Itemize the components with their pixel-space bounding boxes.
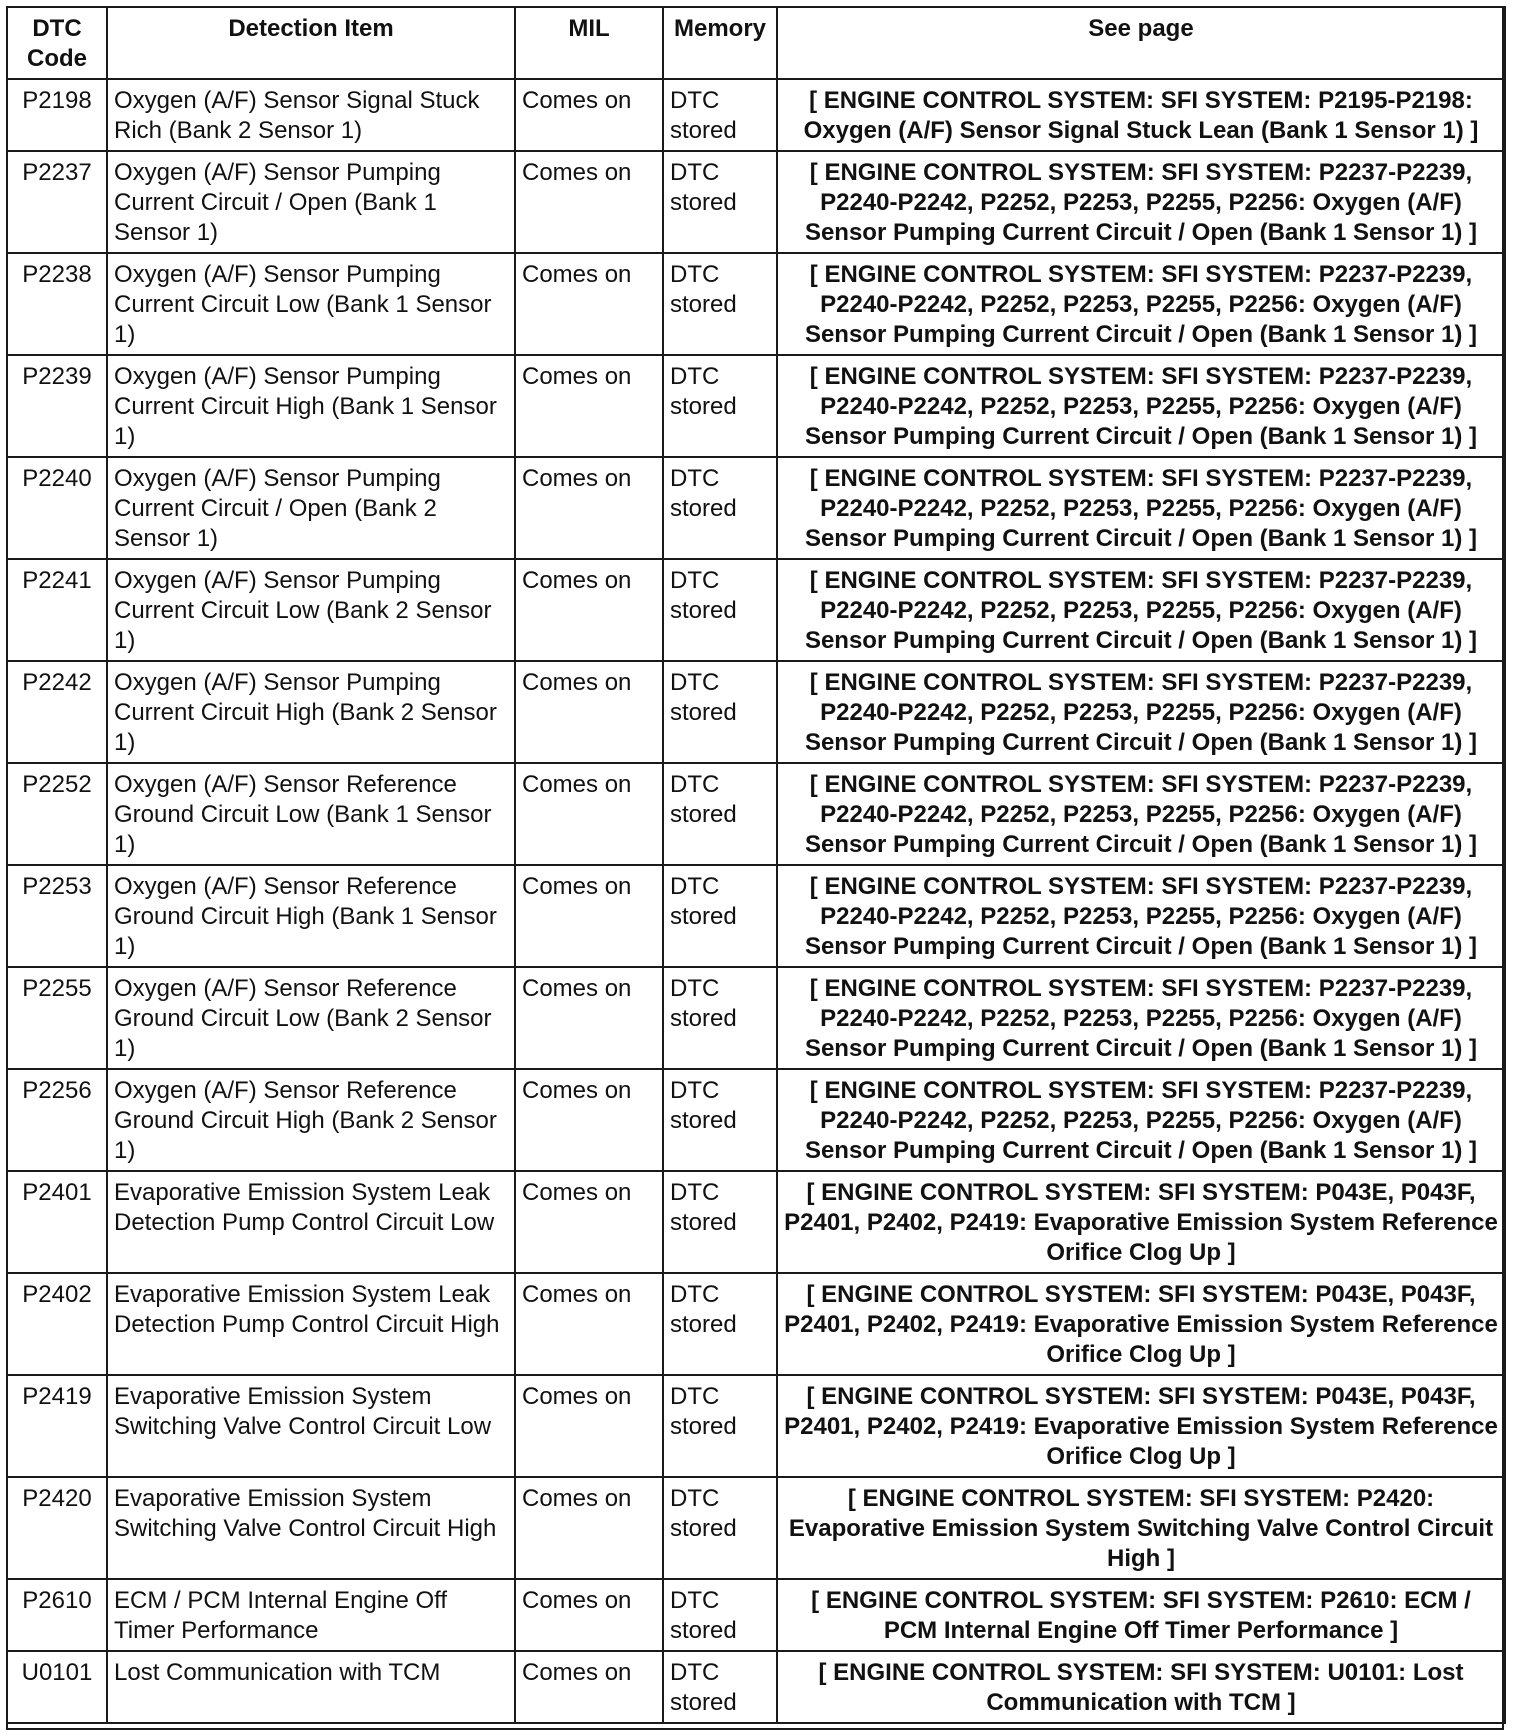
dtc-code-cell: P2238: [7, 253, 107, 355]
dtc-table: [6, 6, 1506, 1724]
table-row: [7, 763, 1505, 865]
detection-item-cell: Oxygen (A/F) Sensor Reference Ground Circuit Low (Bank 2 Sensor 1): [107, 967, 515, 1069]
mil-cell: Comes on: [515, 355, 663, 457]
memory-cell: DTC stored: [663, 1477, 777, 1579]
table-row: [7, 661, 1505, 763]
header-detection-item: Detection Item: [107, 7, 515, 79]
dtc-code-cell: P2255: [7, 967, 107, 1069]
table-row: [7, 1375, 1505, 1477]
see-page-link[interactable]: [ ENGINE CONTROL SYSTEM: SFI SYSTEM: P2237-P2239, P2240-P2242, P2252, P2253, P2255, P2256: Oxygen (A/F) Sensor Pumping Current Circuit / Open (Bank 1 Sensor 1) ]: [777, 967, 1505, 1069]
detection-item-cell: Oxygen (A/F) Sensor Pumping Current Circuit / Open (Bank 2 Sensor 1): [107, 457, 515, 559]
detection-item-cell: Oxygen (A/F) Sensor Reference Ground Circuit High (Bank 2 Sensor 1): [107, 1069, 515, 1171]
table-row: [7, 1273, 1505, 1375]
dtc-code-cell: P2239: [7, 355, 107, 457]
table-row: [7, 457, 1505, 559]
mil-cell: Comes on: [515, 1579, 663, 1651]
dtc-code-cell: P2253: [7, 865, 107, 967]
mil-cell: Comes on: [515, 1171, 663, 1273]
see-page-link[interactable]: [ ENGINE CONTROL SYSTEM: SFI SYSTEM: P2237-P2239, P2240-P2242, P2252, P2253, P2255, P2256: Oxygen (A/F) Sensor Pumping Current Circuit / Open (Bank 1 Sensor 1) ]: [777, 763, 1505, 865]
dtc-code-cell: P2402: [7, 1273, 107, 1375]
table-row: [7, 1171, 1505, 1273]
mil-cell: Comes on: [515, 151, 663, 253]
mil-cell: Comes on: [515, 457, 663, 559]
see-page-link[interactable]: [ ENGINE CONTROL SYSTEM: SFI SYSTEM: P2237-P2239, P2240-P2242, P2252, P2253, P2255, P2256: Oxygen (A/F) Sensor Pumping Current Circuit / Open (Bank 1 Sensor 1) ]: [777, 253, 1505, 355]
mil-cell: Comes on: [515, 1477, 663, 1579]
table-body: [7, 79, 1505, 1723]
detection-item-cell: Oxygen (A/F) Sensor Signal Stuck Rich (Bank 2 Sensor 1): [107, 79, 515, 151]
dtc-code-cell: P2252: [7, 763, 107, 865]
mil-cell: Comes on: [515, 865, 663, 967]
detection-item-cell: Oxygen (A/F) Sensor Pumping Current Circuit Low (Bank 1 Sensor 1): [107, 253, 515, 355]
header-memory: Memory: [663, 7, 777, 79]
memory-cell: DTC stored: [663, 1651, 777, 1723]
table-header: [7, 7, 1505, 79]
table-row: [7, 865, 1505, 967]
see-page-link[interactable]: [ ENGINE CONTROL SYSTEM: SFI SYSTEM: P043E, P043F, P2401, P2402, P2419: Evaporative Emission System Reference Orifice Clog Up ]: [777, 1375, 1505, 1477]
see-page-link[interactable]: [ ENGINE CONTROL SYSTEM: SFI SYSTEM: P2237-P2239, P2240-P2242, P2252, P2253, P2255, P2256: Oxygen (A/F) Sensor Pumping Current Circuit / Open (Bank 1 Sensor 1) ]: [777, 355, 1505, 457]
see-page-link[interactable]: [ ENGINE CONTROL SYSTEM: SFI SYSTEM: P2237-P2239, P2240-P2242, P2252, P2253, P2255, P2256: Oxygen (A/F) Sensor Pumping Current Circuit / Open (Bank 1 Sensor 1) ]: [777, 865, 1505, 967]
detection-item-cell: Evaporative Emission System Leak Detection Pump Control Circuit High: [107, 1273, 515, 1375]
detection-item-cell: Evaporative Emission System Switching Valve Control Circuit Low: [107, 1375, 515, 1477]
memory-cell: DTC stored: [663, 967, 777, 1069]
mil-cell: Comes on: [515, 1375, 663, 1477]
memory-cell: DTC stored: [663, 253, 777, 355]
detection-item-cell: Oxygen (A/F) Sensor Reference Ground Circuit Low (Bank 1 Sensor 1): [107, 763, 515, 865]
dtc-code-cell: P2419: [7, 1375, 107, 1477]
see-page-link[interactable]: [ ENGINE CONTROL SYSTEM: SFI SYSTEM: P2237-P2239, P2240-P2242, P2252, P2253, P2255, P2256: Oxygen (A/F) Sensor Pumping Current Circuit / Open (Bank 1 Sensor 1) ]: [777, 151, 1505, 253]
mil-cell: Comes on: [515, 763, 663, 865]
see-page-link[interactable]: [ ENGINE CONTROL SYSTEM: SFI SYSTEM: P043E, P043F, P2401, P2402, P2419: Evaporative Emission System Reference Orifice Clog Up ]: [777, 1273, 1505, 1375]
header-mil: MIL: [515, 7, 663, 79]
detection-item-cell: Oxygen (A/F) Sensor Pumping Current Circuit / Open (Bank 1 Sensor 1): [107, 151, 515, 253]
mil-cell: Comes on: [515, 967, 663, 1069]
see-page-link[interactable]: [ ENGINE CONTROL SYSTEM: SFI SYSTEM: U0101: Lost Communication with TCM ]: [777, 1651, 1505, 1723]
detection-item-cell: Oxygen (A/F) Sensor Reference Ground Circuit High (Bank 1 Sensor 1): [107, 865, 515, 967]
dtc-code-cell: P2240: [7, 457, 107, 559]
memory-cell: DTC stored: [663, 865, 777, 967]
dtc-code-cell: P2198: [7, 79, 107, 151]
header-row: [7, 7, 1505, 79]
mil-cell: Comes on: [515, 661, 663, 763]
table-row: [7, 355, 1505, 457]
mil-cell: Comes on: [515, 1651, 663, 1723]
mil-cell: Comes on: [515, 559, 663, 661]
header-dtc-code: DTC Code: [7, 7, 107, 79]
memory-cell: DTC stored: [663, 457, 777, 559]
detection-item-cell: Lost Communication with TCM: [107, 1651, 515, 1723]
table-row: [7, 1477, 1505, 1579]
table-row: [7, 151, 1505, 253]
memory-cell: DTC stored: [663, 763, 777, 865]
see-page-link[interactable]: [ ENGINE CONTROL SYSTEM: SFI SYSTEM: P2195-P2198: Oxygen (A/F) Sensor Signal Stuck Lean (Bank 1 Sensor 1) ]: [777, 79, 1505, 151]
memory-cell: DTC stored: [663, 79, 777, 151]
mil-cell: Comes on: [515, 1273, 663, 1375]
dtc-code-cell: P2237: [7, 151, 107, 253]
memory-cell: DTC stored: [663, 1171, 777, 1273]
table-row: [7, 1069, 1505, 1171]
detection-item-cell: Oxygen (A/F) Sensor Pumping Current Circuit High (Bank 2 Sensor 1): [107, 661, 515, 763]
memory-cell: DTC stored: [663, 661, 777, 763]
memory-cell: DTC stored: [663, 355, 777, 457]
detection-item-cell: Evaporative Emission System Switching Valve Control Circuit High: [107, 1477, 515, 1579]
see-page-link[interactable]: [ ENGINE CONTROL SYSTEM: SFI SYSTEM: P2237-P2239, P2240-P2242, P2252, P2253, P2255, P2256: Oxygen (A/F) Sensor Pumping Current Circuit / Open (Bank 1 Sensor 1) ]: [777, 1069, 1505, 1171]
memory-cell: DTC stored: [663, 1069, 777, 1171]
memory-cell: DTC stored: [663, 151, 777, 253]
see-page-link[interactable]: [ ENGINE CONTROL SYSTEM: SFI SYSTEM: P2237-P2239, P2240-P2242, P2252, P2253, P2255, P2256: Oxygen (A/F) Sensor Pumping Current Circuit / Open (Bank 1 Sensor 1) ]: [777, 559, 1505, 661]
header-see-page: See page: [777, 7, 1505, 79]
table-row: [7, 253, 1505, 355]
dtc-code-cell: P2242: [7, 661, 107, 763]
dtc-code-cell: U0101: [7, 1651, 107, 1723]
dtc-code-cell: P2401: [7, 1171, 107, 1273]
mil-cell: Comes on: [515, 79, 663, 151]
memory-cell: DTC stored: [663, 559, 777, 661]
see-page-link[interactable]: [ ENGINE CONTROL SYSTEM: SFI SYSTEM: P2610: ECM / PCM Internal Engine Off Timer Performance ]: [777, 1579, 1505, 1651]
detection-item-cell: Oxygen (A/F) Sensor Pumping Current Circuit Low (Bank 2 Sensor 1): [107, 559, 515, 661]
detection-item-cell: ECM / PCM Internal Engine Off Timer Performance: [107, 1579, 515, 1651]
mil-cell: Comes on: [515, 253, 663, 355]
see-page-link[interactable]: [ ENGINE CONTROL SYSTEM: SFI SYSTEM: P2420: Evaporative Emission System Switching Valve Control Circuit High ]: [777, 1477, 1505, 1579]
table-row: [7, 559, 1505, 661]
see-page-link[interactable]: [ ENGINE CONTROL SYSTEM: SFI SYSTEM: P2237-P2239, P2240-P2242, P2252, P2253, P2255, P2256: Oxygen (A/F) Sensor Pumping Current Circuit / Open (Bank 1 Sensor 1) ]: [777, 661, 1505, 763]
detection-item-cell: Evaporative Emission System Leak Detection Pump Control Circuit Low: [107, 1171, 515, 1273]
table-row: [7, 1579, 1505, 1651]
table-row: [7, 967, 1505, 1069]
table-row: [7, 79, 1505, 151]
detection-item-cell: Oxygen (A/F) Sensor Pumping Current Circuit High (Bank 1 Sensor 1): [107, 355, 515, 457]
dtc-code-cell: P2241: [7, 559, 107, 661]
dtc-code-cell: P2610: [7, 1579, 107, 1651]
dtc-code-cell: P2420: [7, 1477, 107, 1579]
dtc-code-cell: P2256: [7, 1069, 107, 1171]
memory-cell: DTC stored: [663, 1273, 777, 1375]
mil-cell: Comes on: [515, 1069, 663, 1171]
table-row: [7, 1651, 1505, 1723]
memory-cell: DTC stored: [663, 1375, 777, 1477]
memory-cell: DTC stored: [663, 1579, 777, 1651]
see-page-link[interactable]: [ ENGINE CONTROL SYSTEM: SFI SYSTEM: P043E, P043F, P2401, P2402, P2419: Evaporative Emission System Reference Orifice Clog Up ]: [777, 1171, 1505, 1273]
see-page-link[interactable]: [ ENGINE CONTROL SYSTEM: SFI SYSTEM: P2237-P2239, P2240-P2242, P2252, P2253, P2255, P2256: Oxygen (A/F) Sensor Pumping Current Circuit / Open (Bank 1 Sensor 1) ]: [777, 457, 1505, 559]
